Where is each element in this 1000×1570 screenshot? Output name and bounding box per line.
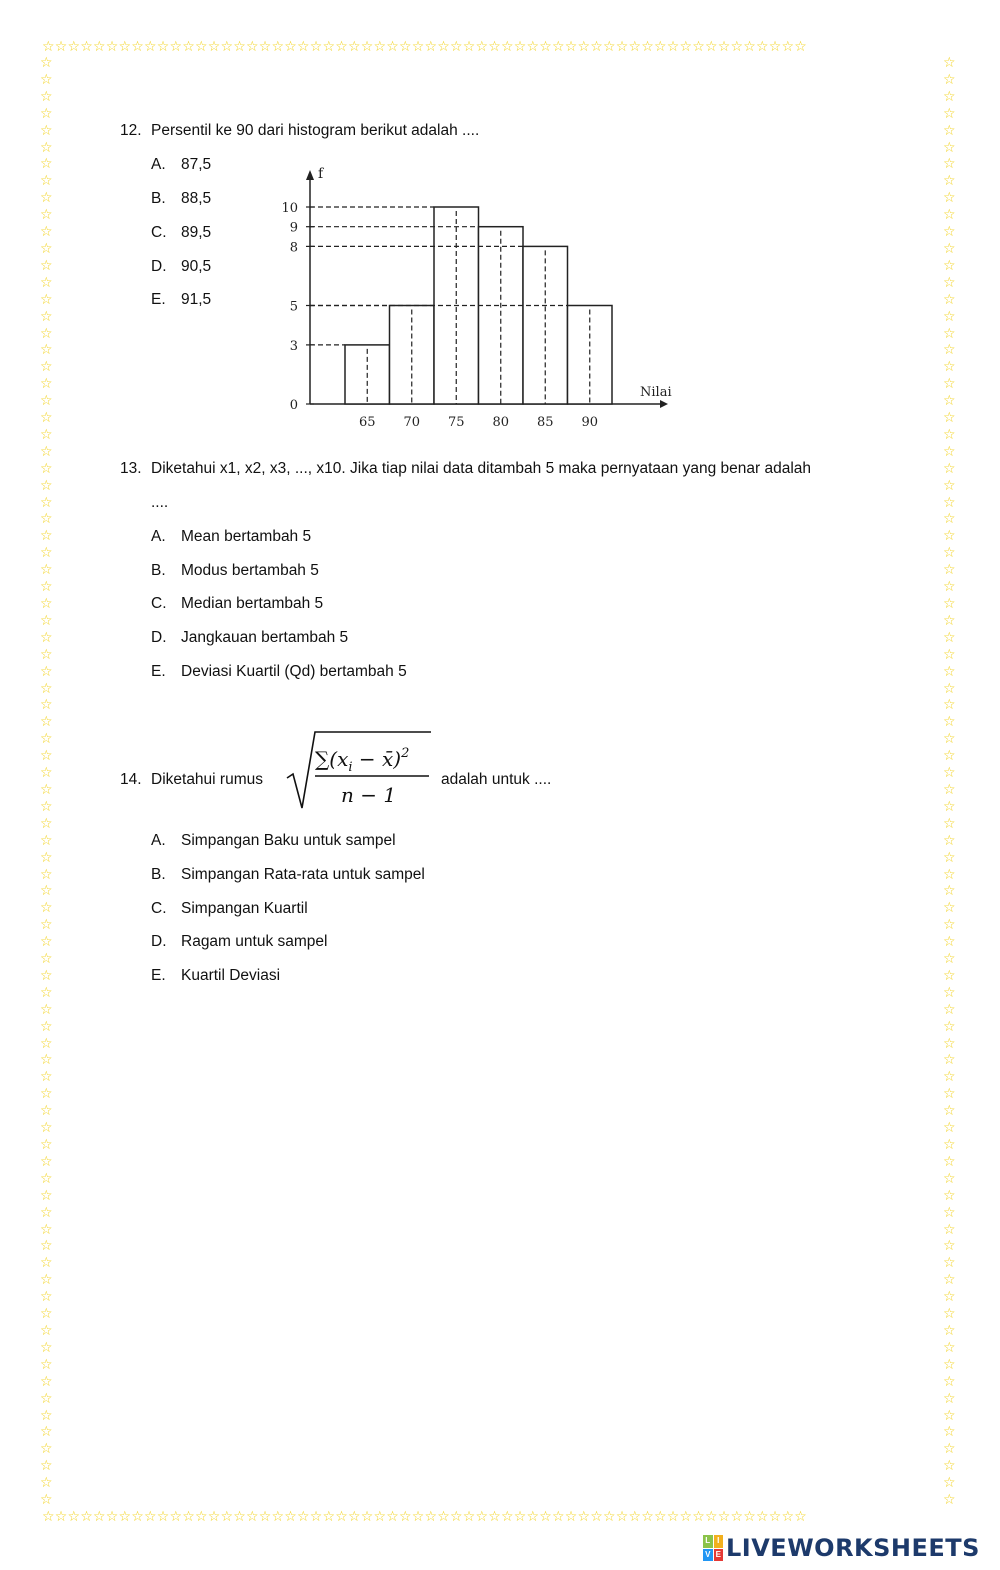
- x-tick-label-85: 85: [536, 415, 554, 430]
- y-axis-label: f: [318, 166, 324, 182]
- option-12-d[interactable]: D. 90,5: [151, 258, 212, 275]
- question-12-text: Persentil ke 90 dari histogram berikut adalah ....: [151, 122, 480, 139]
- question-12-number: 12.: [120, 122, 142, 139]
- question-13-number: 13.: [120, 460, 142, 477]
- option-12-c[interactable]: C. 89,5: [151, 224, 212, 241]
- x-axis-arrow: [660, 400, 668, 408]
- option-12-a[interactable]: A. 87,5: [151, 156, 212, 173]
- formula-numerator: $\sum(x_i$ − x̄)$^2$: [315, 746, 410, 775]
- border-bottom: ☆☆☆☆☆☆☆☆☆☆☆☆☆☆☆☆☆☆☆☆☆☆☆☆☆☆☆☆☆☆☆☆☆☆☆☆☆☆☆☆☆☆☆☆☆☆☆☆☆☆☆☆☆☆☆☆☆☆☆☆: [42, 1510, 808, 1524]
- question-14-number: 14.: [120, 771, 142, 788]
- y-tick-label-3: 3: [289, 338, 298, 354]
- logo-mark-icon: L I V E: [703, 1535, 723, 1561]
- option-12-e[interactable]: E. 91,5: [151, 291, 212, 308]
- border-top: ☆☆☆☆☆☆☆☆☆☆☆☆☆☆☆☆☆☆☆☆☆☆☆☆☆☆☆☆☆☆☆☆☆☆☆☆☆☆☆☆☆☆☆☆☆☆☆☆☆☆☆☆☆☆☆☆☆☆☆☆: [42, 40, 808, 54]
- option-14-a[interactable]: A. Simpangan Baku untuk sampel: [151, 832, 396, 849]
- option-12-b[interactable]: B. 88,5: [151, 190, 212, 207]
- option-14-b[interactable]: B. Simpangan Rata-rata untuk sampel: [151, 866, 425, 883]
- border-left: ☆ ☆ ☆ ☆ ☆ ☆ ☆ ☆ ☆ ☆ ☆ ☆ ☆ ☆ ☆ ☆ ☆ ☆ ☆ ☆ ☆ ☆ ☆ ☆ ☆ ☆ ☆ ☆ ☆ ☆ ☆ ☆ ☆ ☆ ☆ ☆ ☆ ☆ ☆ ☆ ☆ ☆ ☆ ☆ ☆ ☆ ☆ ☆ ☆ ☆ ☆ ☆ ☆ ☆ ☆ ☆ ☆ ☆ ☆ ☆ ☆ ☆ ☆ ☆ ☆ ☆ ☆ ☆ ☆ ☆ ☆ ☆ ☆ ☆ ☆ ☆ ☆ ☆ ☆ ☆ ☆ ☆ ☆ ☆ ☆ ☆: [40, 56, 53, 1509]
- x-tick-label-90: 90: [581, 415, 599, 430]
- option-13-c[interactable]: C. Median bertambah 5: [151, 595, 324, 612]
- y-axis-arrow: [306, 170, 314, 180]
- y-tick-label-9: 9: [289, 220, 298, 236]
- option-14-d[interactable]: D. Ragam untuk sampel: [151, 933, 328, 950]
- x-axis-label: Nilai: [640, 385, 672, 400]
- question-14-text: Diketahui rumus: [151, 771, 263, 788]
- std-dev-formula: [285, 728, 435, 812]
- y-tick-label-10: 10: [281, 201, 298, 216]
- option-14-e[interactable]: E. Kuartil Deviasi: [151, 967, 281, 984]
- x-tick-label-75: 75: [447, 415, 465, 430]
- x-tick-label-65: 65: [358, 415, 376, 430]
- histogram-chart: [270, 158, 690, 438]
- border-right: ☆ ☆ ☆ ☆ ☆ ☆ ☆ ☆ ☆ ☆ ☆ ☆ ☆ ☆ ☆ ☆ ☆ ☆ ☆ ☆ ☆ ☆ ☆ ☆ ☆ ☆ ☆ ☆ ☆ ☆ ☆ ☆ ☆ ☆ ☆ ☆ ☆ ☆ ☆ ☆ ☆ ☆ ☆ ☆ ☆ ☆ ☆ ☆ ☆ ☆ ☆ ☆ ☆ ☆ ☆ ☆ ☆ ☆ ☆ ☆ ☆ ☆ ☆ ☆ ☆ ☆ ☆ ☆ ☆ ☆ ☆ ☆ ☆ ☆ ☆ ☆ ☆ ☆ ☆ ☆ ☆ ☆ ☆ ☆ ☆ ☆: [943, 56, 956, 1509]
- option-13-b[interactable]: B. Modus bertambah 5: [151, 562, 319, 579]
- x-tick-label-80: 80: [492, 415, 510, 430]
- x-tick-label-70: 70: [403, 415, 421, 430]
- y-tick-label-0: 0: [289, 398, 298, 413]
- y-tick-label-8: 8: [289, 240, 298, 256]
- liveworksheets-logo[interactable]: [703, 1531, 980, 1565]
- formula-denominator: n − 1: [341, 783, 397, 807]
- logo-text: LIVEWORKSHEETS: [726, 1534, 980, 1562]
- option-13-d[interactable]: D. Jangkauan bertambah 5: [151, 629, 349, 646]
- y-tick-label-5: 5: [289, 299, 298, 315]
- option-14-c[interactable]: C. Simpangan Kuartil: [151, 900, 308, 917]
- option-13-e[interactable]: E. Deviasi Kuartil (Qd) bertambah 5: [151, 663, 407, 680]
- option-13-a[interactable]: A. Mean bertambah 5: [151, 528, 312, 545]
- question-13-text-cont: ....: [151, 494, 169, 511]
- question-13-text: Diketahui x1, x2, x3, ..., x10. Jika tiap nilai data ditambah 5 maka pernyataan yang benar adalah: [151, 460, 812, 477]
- question-14-text-after: adalah untuk ....: [441, 771, 552, 788]
